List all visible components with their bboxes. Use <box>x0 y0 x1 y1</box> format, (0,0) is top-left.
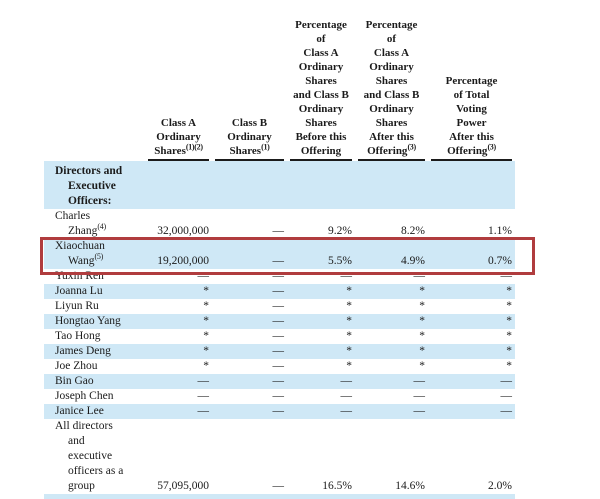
header-line-text: Shares <box>305 117 337 129</box>
row-name-text: Yuxin Ren <box>55 270 104 282</box>
header-line-text: Ordinary <box>369 61 414 73</box>
header-line <box>431 88 512 102</box>
header-line-text: Voting <box>456 103 487 115</box>
header-line-text: Ordinary <box>227 131 272 143</box>
header-line-text: Offering <box>367 145 408 157</box>
row-name-text: group <box>68 480 95 492</box>
row-name-line <box>55 464 145 479</box>
row-name-line <box>55 434 145 449</box>
header-line-text: Shares <box>229 145 262 157</box>
header-line <box>215 116 284 130</box>
header-line <box>290 32 352 46</box>
row-value-total-voting-power <box>428 239 515 269</box>
header-line <box>358 46 425 60</box>
cell-value-text: — <box>413 375 425 387</box>
header-line <box>431 116 512 130</box>
row-name-text: James Deng <box>55 345 111 357</box>
row-name-line <box>55 299 145 314</box>
row-name-text: Janice Lee <box>55 405 104 417</box>
row-value-pct-after-offering <box>355 209 428 239</box>
cell-value-text: 32,000,000 <box>157 225 209 237</box>
row-value-pct-after-offering <box>355 299 428 314</box>
row-value-class-a-ordinary-shares <box>145 494 212 499</box>
row-value-class-b-ordinary-shares <box>212 284 287 299</box>
row-value-total-voting-power <box>428 314 515 329</box>
row-value-total-voting-power <box>428 209 515 239</box>
header-line <box>290 116 352 130</box>
table-row <box>44 344 515 359</box>
column-header-name <box>44 18 145 161</box>
cell-value-text: — <box>272 480 284 492</box>
cell-value-text: 1.1% <box>488 225 512 237</box>
table-header <box>44 18 515 161</box>
row-name-line <box>55 404 145 419</box>
row-value-pct-before-offering <box>287 269 355 284</box>
row-name-cell <box>44 389 145 404</box>
cell-value-text: — <box>413 390 425 402</box>
cell-value-text: * <box>419 345 425 357</box>
row-name-cell <box>44 269 145 284</box>
cell-value-text: * <box>506 300 512 312</box>
cell-value-text: * <box>506 315 512 327</box>
column-header-total-voting-power <box>428 18 515 161</box>
header-line-text: Power <box>456 117 487 129</box>
row-value-class-a-ordinary-shares <box>145 344 212 359</box>
header-line <box>290 74 352 88</box>
row-value-total-voting-power <box>428 269 515 284</box>
cell-value-text: — <box>272 315 284 327</box>
header-line <box>431 102 512 116</box>
cell-value-text: — <box>197 270 209 282</box>
header-line-text: Ordinary <box>156 131 201 143</box>
row-value-class-a-ordinary-shares <box>145 404 212 419</box>
footnote-marker: (3) <box>487 142 496 152</box>
row-name-text: Charles <box>55 210 91 222</box>
cell-value-text: — <box>413 270 425 282</box>
table-row <box>44 161 515 209</box>
row-value-pct-after-offering <box>355 404 428 419</box>
cell-value-text: — <box>272 390 284 402</box>
cell-value-text: — <box>272 270 284 282</box>
header-line-text: Shares <box>154 145 186 157</box>
row-value-class-a-ordinary-shares <box>145 374 212 389</box>
row-value-total-voting-power <box>428 344 515 359</box>
row-value-total-voting-power <box>428 419 515 494</box>
row-value-pct-after-offering <box>355 344 428 359</box>
cell-value-text: — <box>340 375 352 387</box>
row-value-pct-before-offering <box>287 494 355 499</box>
row-name-text: executive <box>68 450 113 462</box>
cell-value-text: — <box>340 405 352 417</box>
row-name-cell <box>44 329 145 344</box>
cell-value-text: — <box>340 390 352 402</box>
row-name-text: officers as a <box>68 465 124 477</box>
column-header-pct-before-offering <box>287 18 355 161</box>
row-name-cell <box>44 209 145 239</box>
cell-value-text: 2.0% <box>488 480 512 492</box>
table-row <box>44 299 515 314</box>
row-name-line <box>55 344 145 359</box>
row-name-text: Xiaochuan <box>55 240 105 252</box>
header-line <box>358 144 425 158</box>
row-value-class-a-ordinary-shares <box>145 284 212 299</box>
cell-value-text: — <box>272 330 284 342</box>
cell-value-text: * <box>346 315 352 327</box>
row-value-pct-after-offering <box>355 329 428 344</box>
cell-value-text: — <box>500 405 512 417</box>
cell-value-text: 4.9% <box>401 255 425 267</box>
row-value-class-b-ordinary-shares <box>212 494 287 499</box>
header-line-text: Class A <box>373 47 410 59</box>
cell-value-text: — <box>272 300 284 312</box>
header-line <box>358 18 425 32</box>
header-line-text: Offering <box>447 145 488 157</box>
cell-value-text: * <box>419 330 425 342</box>
row-value-total-voting-power <box>428 374 515 389</box>
ownership-table <box>44 18 515 499</box>
row-name-text: Joanna Lu <box>55 285 103 297</box>
header-line <box>290 130 352 144</box>
header-line <box>358 116 425 130</box>
row-value-pct-after-offering <box>355 494 428 499</box>
row-value-pct-after-offering <box>355 239 428 269</box>
cell-value-text: * <box>506 360 512 372</box>
table-row <box>44 374 515 389</box>
cell-value-text: — <box>500 375 512 387</box>
header-line <box>290 18 352 32</box>
table-row <box>44 329 515 344</box>
cell-value-text: — <box>272 405 284 417</box>
row-value-pct-before-offering <box>287 344 355 359</box>
row-value-class-b-ordinary-shares <box>212 389 287 404</box>
header-line-text: Class A <box>160 117 197 129</box>
table-row <box>44 314 515 329</box>
header-line <box>290 88 352 102</box>
row-value-class-a-ordinary-shares <box>145 239 212 269</box>
row-name-line <box>55 194 145 209</box>
row-name-line <box>55 389 145 404</box>
header-line-text: and Class B <box>293 89 349 101</box>
row-name-cell <box>44 299 145 314</box>
row-value-total-voting-power <box>428 359 515 374</box>
cell-value-text: * <box>506 285 512 297</box>
cell-value-text: 57,095,000 <box>157 480 209 492</box>
row-name-cell <box>44 374 145 389</box>
header-line-text: Percentage <box>295 19 347 31</box>
cell-value-text: * <box>203 345 209 357</box>
cell-value-text: 8.2% <box>401 225 425 237</box>
row-name-text: and <box>68 435 85 447</box>
cell-value-text: — <box>413 405 425 417</box>
cell-value-text: * <box>419 360 425 372</box>
row-value-pct-before-offering <box>287 404 355 419</box>
row-value-pct-after-offering <box>355 419 428 494</box>
row-name-line <box>55 419 145 434</box>
cell-value-text: 14.6% <box>395 480 425 492</box>
cell-value-text: 16.5% <box>322 480 352 492</box>
cell-value-text: * <box>506 345 512 357</box>
table-row <box>44 284 515 299</box>
header-line-text: Ordinary <box>298 61 344 73</box>
row-value-pct-after-offering <box>355 374 428 389</box>
header-line-text: After this <box>449 131 494 143</box>
row-name-line <box>55 269 145 284</box>
row-value-class-b-ordinary-shares <box>212 419 287 494</box>
footnote-marker: (4) <box>97 222 106 232</box>
header-line <box>148 116 209 130</box>
header-line-text: Shares <box>305 75 337 87</box>
cell-value-text: — <box>272 255 284 267</box>
row-name-text: Bin Gao <box>55 375 94 387</box>
row-name-text: Hongtao Yang <box>55 315 121 327</box>
row-value-class-b-ordinary-shares <box>212 239 287 269</box>
cell-value-text: * <box>346 360 352 372</box>
row-name-line <box>55 284 145 299</box>
row-value-class-a-ordinary-shares <box>145 299 212 314</box>
row-name-text: Joseph Chen <box>55 390 114 402</box>
cell-value-text: — <box>272 225 284 237</box>
header-line-text: Shares <box>375 117 408 129</box>
row-name-text: Zhang <box>68 225 98 237</box>
cell-value-text: — <box>197 375 209 387</box>
cell-value-text: * <box>419 315 425 327</box>
row-name-line <box>55 479 145 494</box>
cell-value-text: — <box>272 375 284 387</box>
row-value-class-a-ordinary-shares <box>145 419 212 494</box>
header-line-text: Offering <box>300 145 342 157</box>
row-name-line <box>55 224 145 239</box>
header-line-text: Class B <box>231 117 268 129</box>
row-value-total-voting-power <box>428 284 515 299</box>
cell-value-text: * <box>203 315 209 327</box>
table-body <box>44 161 515 499</box>
header-line <box>358 32 425 46</box>
header-line <box>290 60 352 74</box>
footnote-marker: (3) <box>407 142 416 152</box>
row-name-cell <box>44 314 145 329</box>
header-line-text: of <box>316 33 326 45</box>
row-value-class-a-ordinary-shares <box>145 209 212 239</box>
column-header-text <box>215 116 284 161</box>
cell-value-text: * <box>203 300 209 312</box>
column-header-pct-after-offering <box>355 18 428 161</box>
cell-value-text: — <box>197 390 209 402</box>
row-name-text: Joe Zhou <box>55 360 98 372</box>
row-value-class-b-ordinary-shares <box>212 299 287 314</box>
header-line-text: of Total <box>453 89 490 101</box>
row-value-pct-after-offering <box>355 269 428 284</box>
row-name-line <box>55 449 145 464</box>
row-value-pct-after-offering <box>355 389 428 404</box>
row-value-pct-before-offering <box>287 284 355 299</box>
row-value-pct-after-offering <box>355 284 428 299</box>
header-line <box>358 74 425 88</box>
row-value-pct-before-offering <box>287 161 355 209</box>
row-value-total-voting-power <box>428 329 515 344</box>
header-line <box>358 88 425 102</box>
cell-value-text: 5.5% <box>328 255 352 267</box>
cell-value-text: * <box>203 330 209 342</box>
row-value-pct-before-offering <box>287 314 355 329</box>
header-line-text: Percentage <box>365 19 418 31</box>
row-value-total-voting-power <box>428 299 515 314</box>
row-value-class-a-ordinary-shares <box>145 389 212 404</box>
header-line-text: Before this <box>295 131 347 143</box>
cell-value-text: * <box>506 330 512 342</box>
header-line <box>290 144 352 158</box>
row-name-text: Wang <box>68 255 95 267</box>
row-name-cell <box>44 161 145 209</box>
row-value-class-a-ordinary-shares <box>145 329 212 344</box>
column-header-class-a-ordinary-shares <box>145 18 212 161</box>
cell-value-text: — <box>500 390 512 402</box>
row-value-pct-before-offering <box>287 389 355 404</box>
table-row <box>44 269 515 284</box>
row-value-pct-after-offering <box>355 314 428 329</box>
table-row <box>44 239 515 269</box>
header-line-text: Class A <box>303 47 339 59</box>
row-name-line <box>55 359 145 374</box>
column-header-text <box>431 74 512 161</box>
header-line-text: of <box>386 33 397 45</box>
cell-value-text: 0.7% <box>488 255 512 267</box>
row-name-cell <box>44 359 145 374</box>
header-line <box>358 102 425 116</box>
cell-value-text: — <box>272 345 284 357</box>
header-line <box>431 144 512 158</box>
header-line-text: After this <box>369 131 414 143</box>
cell-value-text: * <box>346 300 352 312</box>
column-header-text <box>290 18 352 161</box>
row-value-class-b-ordinary-shares <box>212 314 287 329</box>
column-header-class-b-ordinary-shares <box>212 18 287 161</box>
row-value-class-a-ordinary-shares <box>145 314 212 329</box>
cell-value-text: — <box>340 270 352 282</box>
row-value-pct-before-offering <box>287 374 355 389</box>
cell-value-text: — <box>272 360 284 372</box>
row-name-cell <box>44 284 145 299</box>
row-value-pct-before-offering <box>287 239 355 269</box>
header-line <box>215 130 284 144</box>
row-name-line <box>55 164 145 179</box>
table-row <box>44 404 515 419</box>
row-name-cell <box>44 419 145 494</box>
header-line <box>431 130 512 144</box>
row-value-pct-before-offering <box>287 209 355 239</box>
row-name-text: Liyun Ru <box>55 300 99 312</box>
row-name-line <box>55 314 145 329</box>
row-value-class-b-ordinary-shares <box>212 359 287 374</box>
table-row <box>44 209 515 239</box>
column-header-text <box>148 116 209 161</box>
column-header-text <box>358 18 425 161</box>
header-line <box>290 46 352 60</box>
row-name-line <box>55 374 145 389</box>
table-row <box>44 359 515 374</box>
row-name-text: Officers: <box>68 195 112 207</box>
row-value-pct-before-offering <box>287 299 355 314</box>
row-value-class-b-ordinary-shares <box>212 269 287 284</box>
row-value-pct-after-offering <box>355 359 428 374</box>
row-value-total-voting-power <box>428 494 515 499</box>
cell-value-text: * <box>346 330 352 342</box>
header-row <box>44 18 515 161</box>
row-name-line <box>55 254 145 269</box>
table-row <box>44 494 515 499</box>
header-line <box>148 144 209 158</box>
cell-value-text: * <box>346 285 352 297</box>
row-value-pct-before-offering <box>287 359 355 374</box>
row-value-pct-before-offering <box>287 329 355 344</box>
row-name-cell <box>44 344 145 359</box>
row-name-text: Executive <box>68 180 116 192</box>
header-line-text: Ordinary <box>298 103 344 115</box>
cell-value-text: 9.2% <box>328 225 352 237</box>
cell-value-text: — <box>197 405 209 417</box>
row-name-cell <box>44 239 145 269</box>
cell-value-text: — <box>272 285 284 297</box>
row-value-class-b-ordinary-shares <box>212 374 287 389</box>
header-line-text: Shares <box>375 75 408 87</box>
footnote-marker: (5) <box>94 252 103 262</box>
header-line <box>290 102 352 116</box>
cell-value-text: * <box>203 285 209 297</box>
cell-value-text: * <box>419 300 425 312</box>
header-line <box>431 74 512 88</box>
row-value-total-voting-power <box>428 389 515 404</box>
cell-value-text: * <box>346 345 352 357</box>
row-value-class-a-ordinary-shares <box>145 359 212 374</box>
row-name-text: Tao Hong <box>55 330 101 342</box>
row-value-class-b-ordinary-shares <box>212 161 287 209</box>
header-line <box>358 60 425 74</box>
row-name-cell <box>44 494 145 499</box>
header-line-text: Percentage <box>445 75 498 87</box>
cell-value-text: — <box>500 270 512 282</box>
table-row <box>44 419 515 494</box>
row-name-cell <box>44 404 145 419</box>
row-value-pct-before-offering <box>287 419 355 494</box>
cell-value-text: * <box>419 285 425 297</box>
row-value-class-b-ordinary-shares <box>212 329 287 344</box>
header-line-text: Ordinary <box>369 103 414 115</box>
row-value-class-b-ordinary-shares <box>212 209 287 239</box>
row-name-line <box>55 329 145 344</box>
row-name-line <box>55 179 145 194</box>
row-value-pct-after-offering <box>355 161 428 209</box>
row-value-class-b-ordinary-shares <box>212 344 287 359</box>
row-value-total-voting-power <box>428 161 515 209</box>
row-value-class-a-ordinary-shares <box>145 161 212 209</box>
footnote-marker: (1) <box>261 142 270 152</box>
row-value-class-a-ordinary-shares <box>145 269 212 284</box>
row-name-text: All directors <box>55 420 113 432</box>
cell-value-text: * <box>203 360 209 372</box>
header-line-text: and Class B <box>363 89 420 101</box>
row-value-total-voting-power <box>428 404 515 419</box>
header-line <box>215 144 284 158</box>
cell-value-text: 19,200,000 <box>157 255 209 267</box>
row-value-class-b-ordinary-shares <box>212 404 287 419</box>
row-name-text: Directors and <box>55 165 123 177</box>
table-row <box>44 389 515 404</box>
footnote-marker: (1)(2) <box>185 142 203 152</box>
